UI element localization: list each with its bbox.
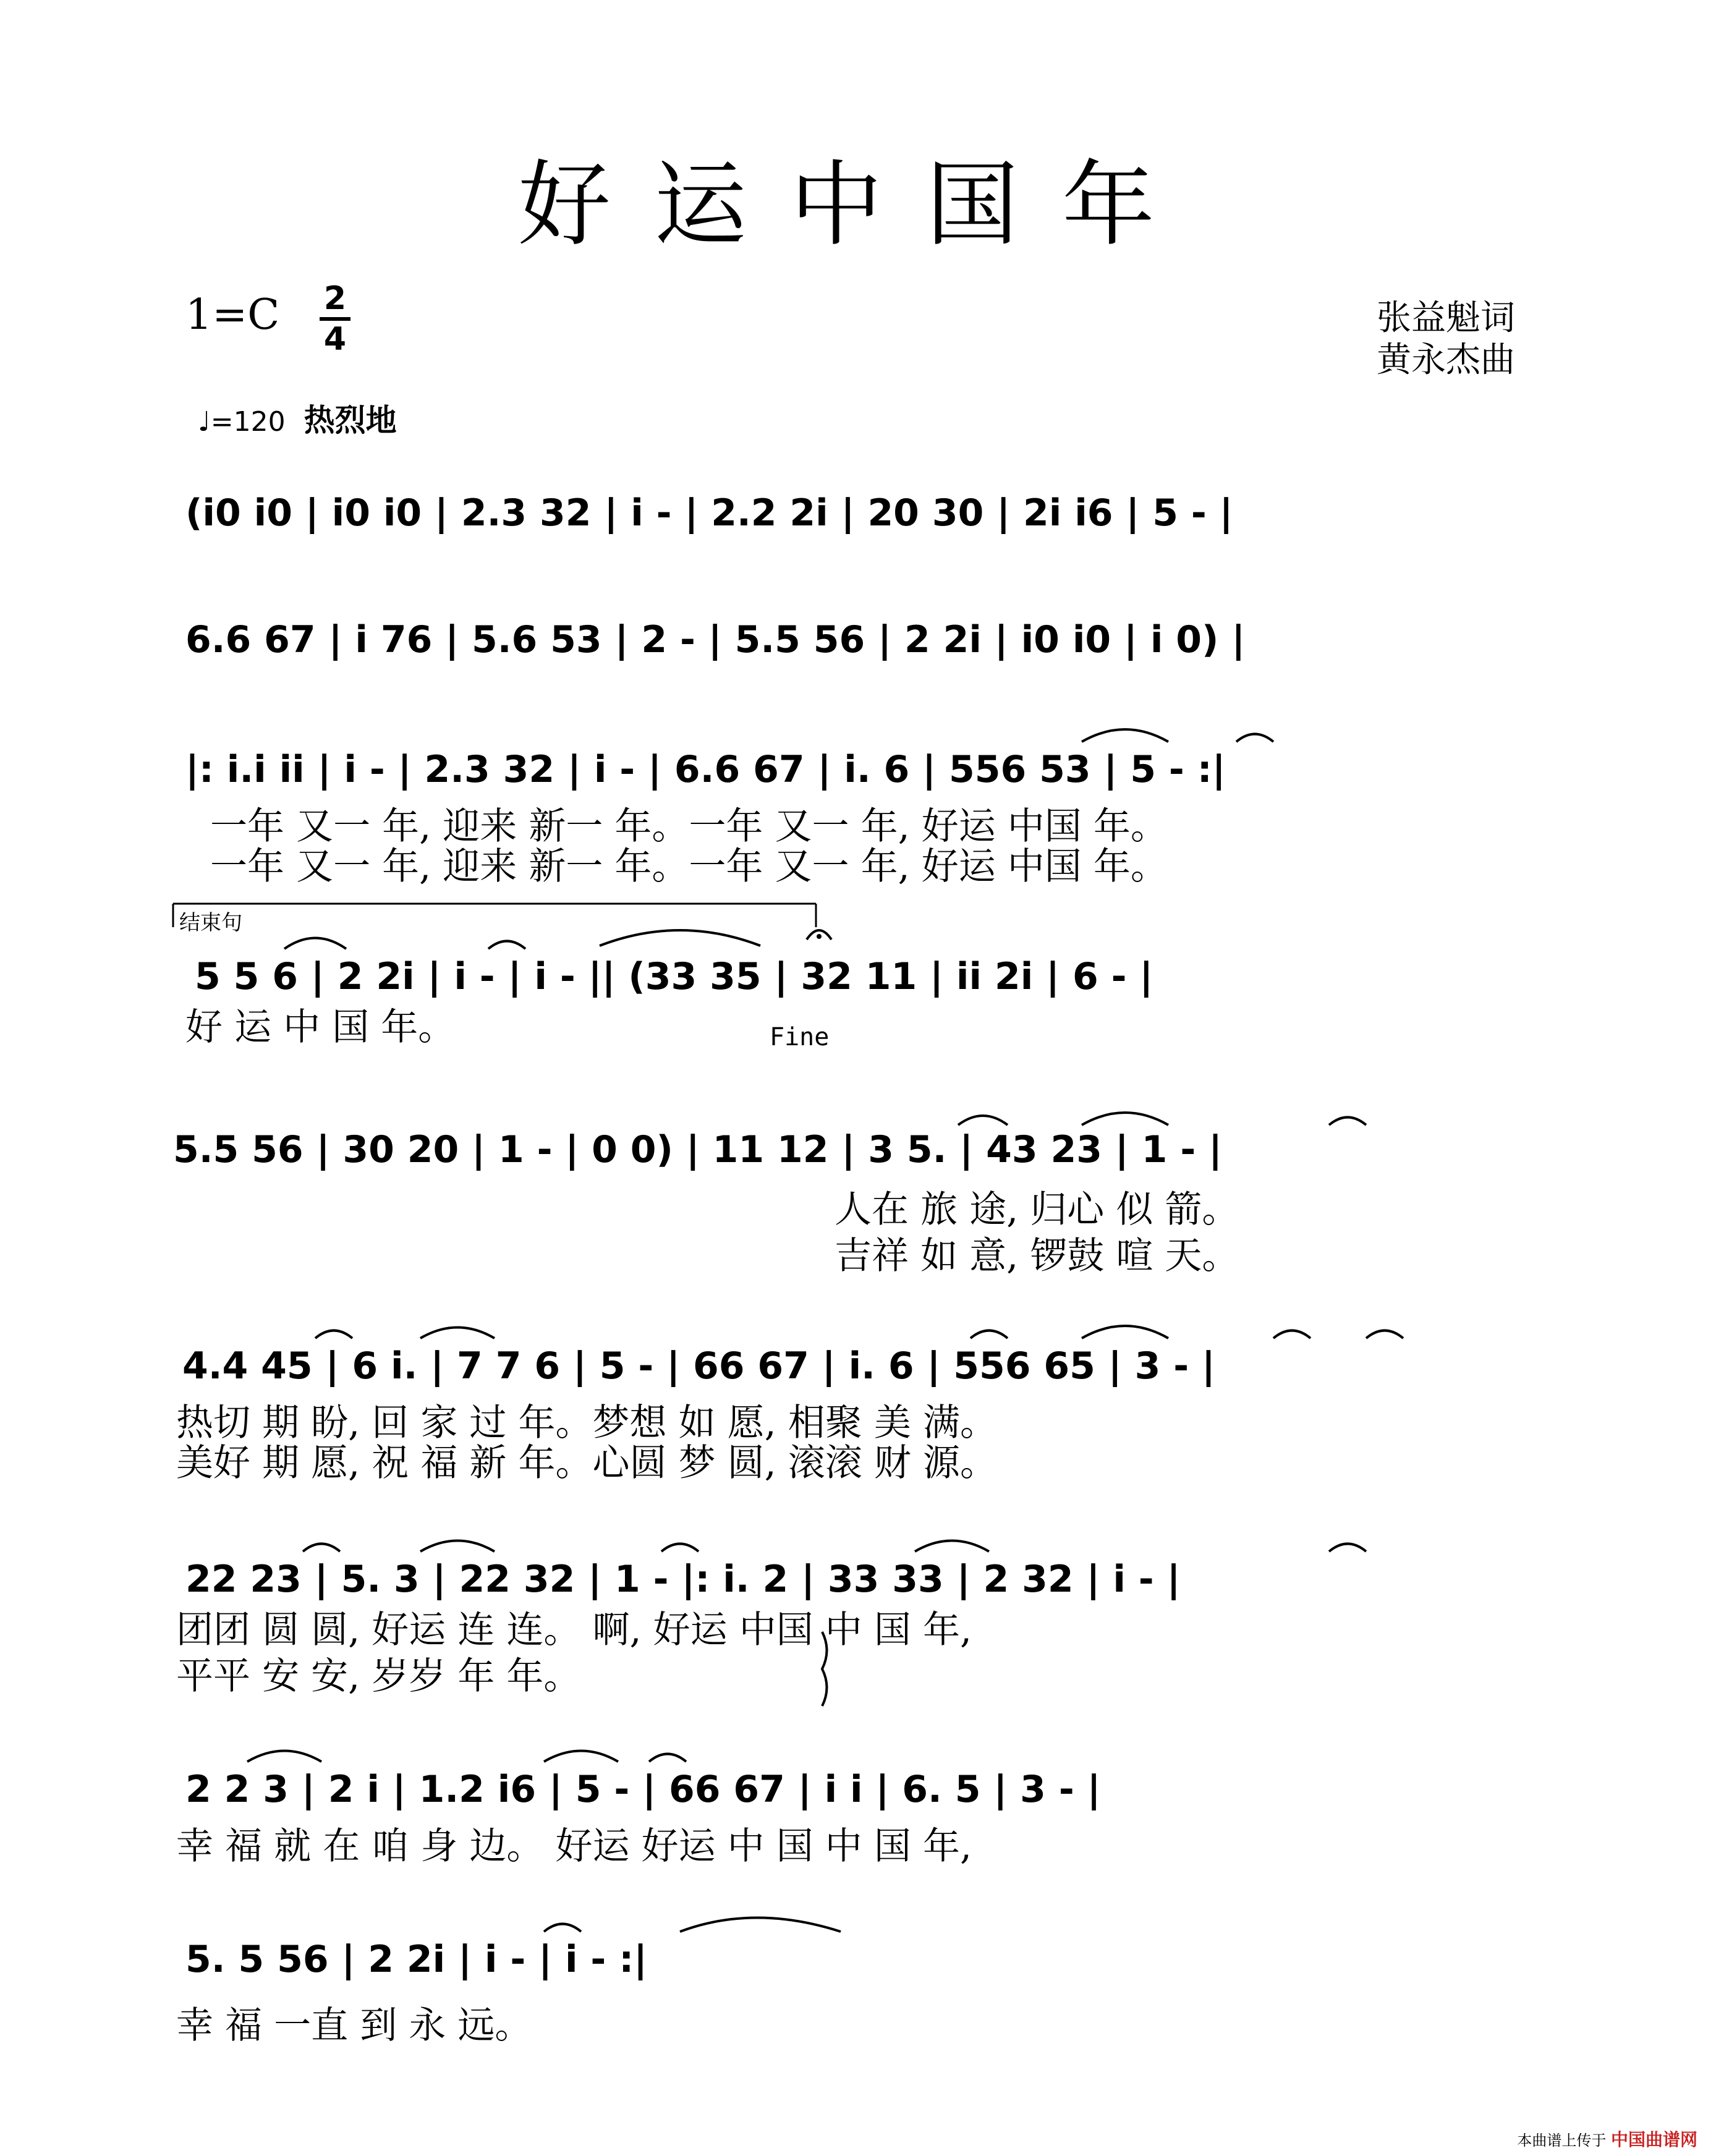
system-6-lyrics-verse-1: 热切 期 盼, 回 家 过 年。梦想 如 愿, 相聚 美 满。 — [176, 1401, 997, 1445]
footer-brand[interactable]: 中国曲谱网 — [1610, 2129, 1697, 2150]
system-7-lyrics-verse-2: 平平 安 安, 岁岁 年 年。 — [176, 1655, 581, 1698]
system-8-notes: 2 2 3 | 2 i | 1.2 i6 | 5 - | 66 67 | i i | 6. 5 | 3 - | — [185, 1768, 1101, 1811]
system-6-lyrics-verse-2: 美好 期 愿, 祝 福 新 年。心圆 梦 圆, 滚滚 财 源。 — [176, 1441, 997, 1485]
system-9-notes: 5. 5 56 | 2 2i | i - | i - :| — [185, 1938, 648, 1981]
expression-marking: 热烈地 — [304, 402, 397, 438]
song-title: 好运中国年 — [517, 151, 1198, 259]
system-3-lyrics-verse-1: 一年 又一 年, 迎来 新一 年。一年 又一 年, 好运 中国 年。 — [210, 805, 1168, 848]
system-4-notes: 5 5 6 | 2 2i | i - | i - || (33 35 | 32 11 | ii 2i | 6 - | — [195, 955, 1153, 998]
system-7-notes: 22 23 | 5. 3 | 22 32 | 1 - |: i. 2 | 33 33 | 2 32 | i - | — [185, 1558, 1181, 1601]
system-8-lyrics: 幸 福 就 在 咱 身 边。 好运 好运 中 国 中 国 年, — [176, 1825, 972, 1868]
composer-credit: 黄永杰曲 — [1377, 340, 1515, 380]
lyricist-credit: 张益魁词 — [1377, 298, 1515, 338]
footer-text: 本曲谱上传于 — [1517, 2132, 1607, 2149]
fine-marking: Fine — [770, 1023, 830, 1051]
system-7-lyrics-verse-1: 团团 圆 圆, 好运 连 连。 啊, 好运 中国 中 国 年, — [176, 1608, 972, 1652]
system-3-lyrics-verse-2: 一年 又一 年, 迎来 新一 年。一年 又一 年, 好运 中国 年。 — [210, 845, 1168, 888]
system-1-notes: (i0 i0 | i0 i0 | 2.3 32 | i - | 2.2 2i | 20 30 | 2i i6 | 5 - | — [185, 491, 1233, 535]
key-signature: 1=C — [185, 291, 280, 339]
tempo-value: ♩=120 — [198, 406, 286, 438]
system-3-notes: |: i.i ii | i - | 2.3 32 | i - | 6.6 67 | i. 6 | 556 53 | 5 - :| — [185, 748, 1226, 791]
ending-label: 结束句 — [179, 910, 242, 935]
system-2-notes: 6.6 67 | i 76 | 5.6 53 | 2 - | 5.5 56 | 2 2i | i0 i0 | i 0) | — [185, 618, 1246, 661]
system-9-lyrics: 幸 福 一直 到 永 远。 — [176, 2004, 532, 2047]
time-numerator: 2 — [323, 280, 347, 317]
footer-credit — [1517, 2126, 1697, 2151]
time-denominator: 4 — [323, 321, 347, 358]
system-4-lyrics: 好 运 中 国 年。 — [185, 1006, 456, 1049]
system-5-notes: 5.5 56 | 30 20 | 1 - | 0 0) | 11 12 | 3 5. | 43 23 | 1 - | — [173, 1128, 1223, 1171]
system-6-notes: 4.4 45 | 6 i. | 7 7 6 | 5 - | 66 67 | i. 6 | 556 65 | 3 - | — [182, 1344, 1215, 1388]
system-5-lyrics-verse-2: 吉祥 如 意, 锣鼓 喧 天。 — [835, 1234, 1239, 1278]
system-5-lyrics-verse-1: 人在 旅 途, 归心 似 箭。 — [835, 1188, 1239, 1231]
